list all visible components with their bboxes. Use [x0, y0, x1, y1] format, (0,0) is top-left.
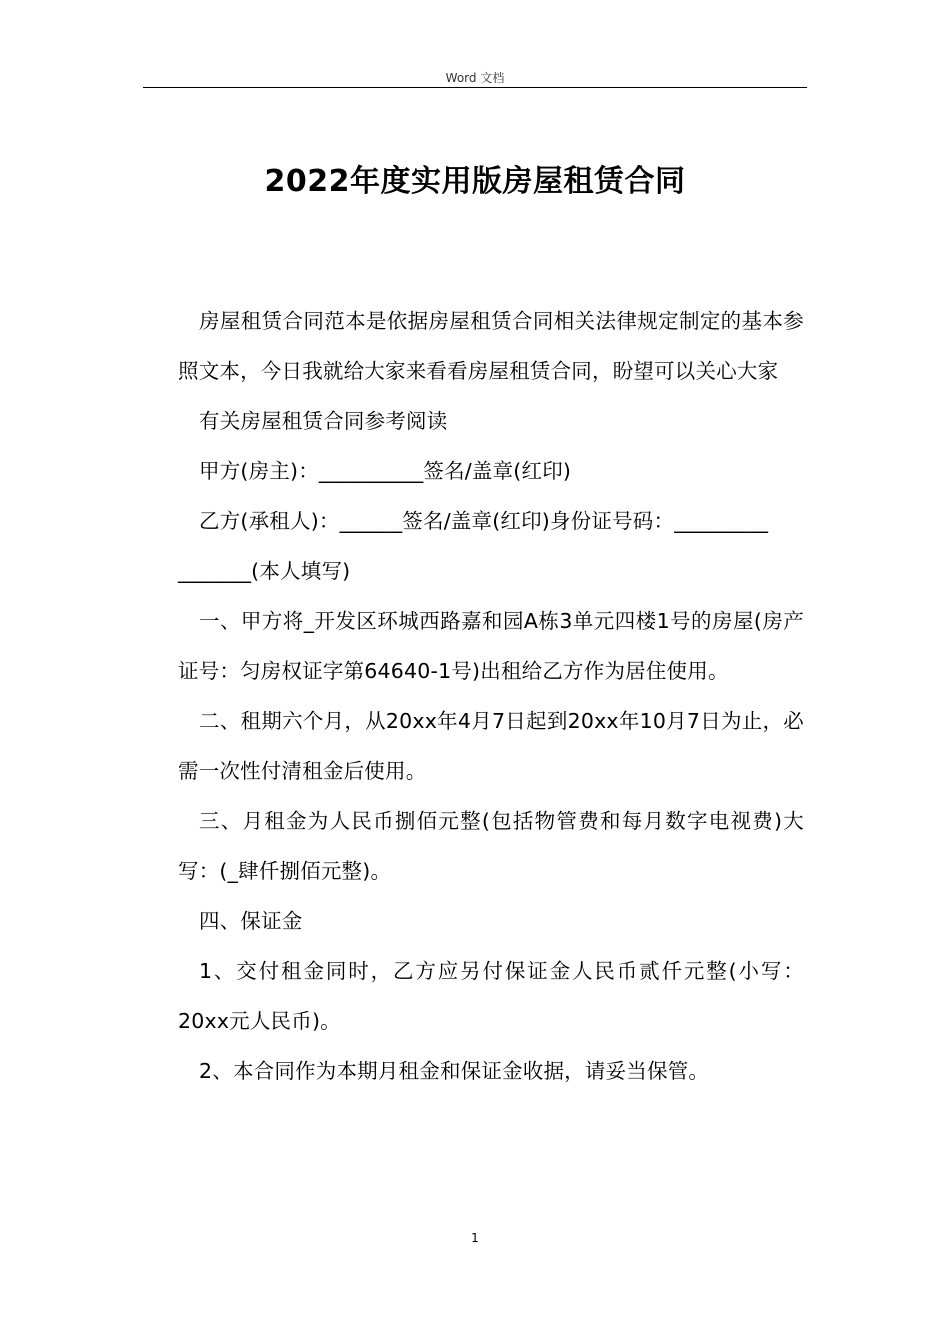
- reference-heading: 有关房屋租赁合同参考阅读: [199, 409, 448, 433]
- party-a-line: 甲方(房主)：__________签名/盖章(红印): [199, 459, 572, 483]
- clause-1: 一、甲方将_开发区环城西路嘉和园A栋3单元四楼1号的房屋(房产证号：匀房权证字第64640-1号)出租给乙方作为居住使用。: [178, 609, 804, 683]
- header-divider: [143, 87, 807, 88]
- clause-4-item-1: 1、交付租金同时，乙方应另付保证金人民币贰仟元整(小写：20xx元人民币)。: [178, 959, 804, 1033]
- document-title: 2022年度实用版房屋租赁合同: [264, 164, 686, 199]
- clause-4-heading: 四、保证金: [199, 909, 303, 933]
- clause-2: 二、租期六个月，从20xx年4月7日起到20xx年10月7日为止，必需一次性付清租金后使用。: [178, 709, 804, 783]
- document-body: [178, 296, 804, 1096]
- party-b-line: 乙方(承租人)：______签名/盖章(红印)身份证号码：_________: [199, 509, 769, 533]
- clause-3: 三、月租金为人民币捌佰元整(包括物管费和每月数字电视费)大写：(_肆仟捌佰元整)。: [178, 809, 804, 883]
- page-header-label: Word 文档: [445, 71, 505, 85]
- party-b-line-continued: _______(本人填写): [178, 559, 351, 583]
- clause-4-item-2: 2、本合同作为本期月租金和保证金收据，请妥当保管。: [199, 1059, 710, 1083]
- page-number: 1: [471, 1231, 479, 1245]
- intro-paragraph: 房屋租赁合同范本是依据房屋租赁合同相关法律规定制定的基本参照文本，今日我就给大家来看看房屋租赁合同，盼望可以关心大家: [178, 309, 804, 383]
